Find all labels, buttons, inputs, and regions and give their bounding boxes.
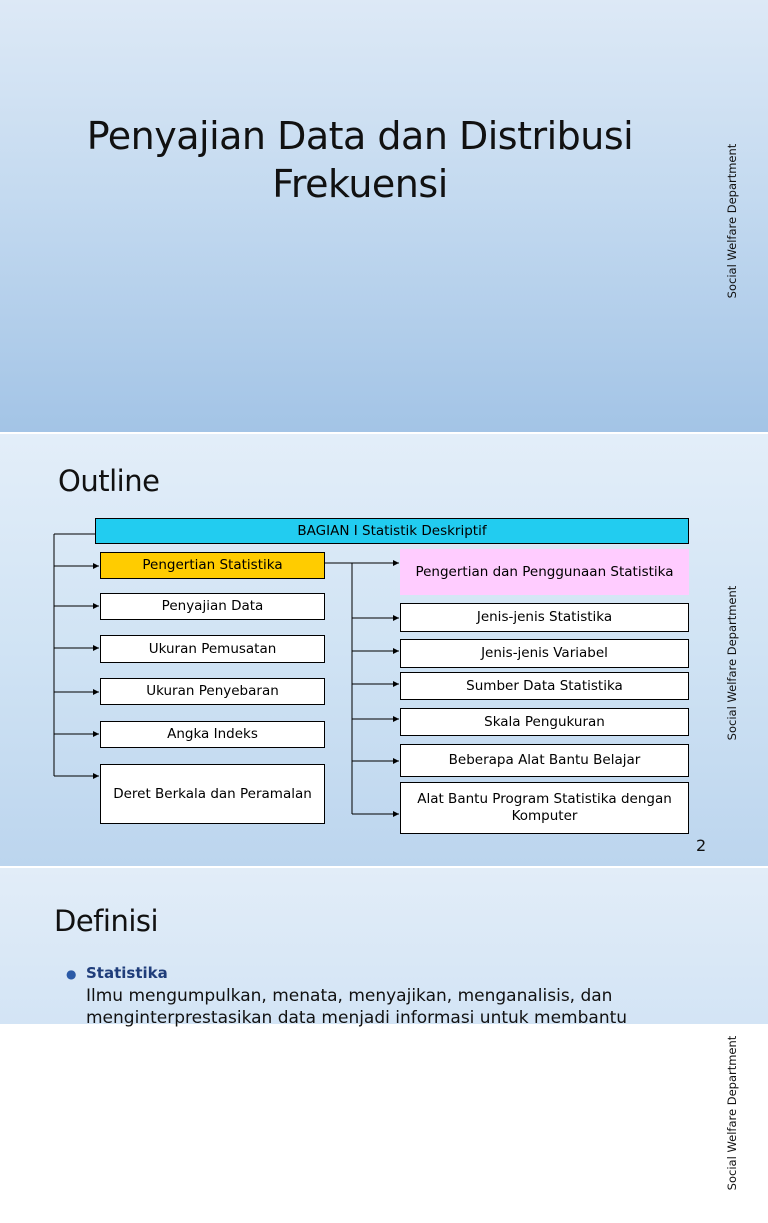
right-arrows xyxy=(352,563,399,814)
department-label: Social Welfare Department xyxy=(725,585,739,741)
outline-subitem-alat-bantu-belajar: Beberapa Alat Bantu Belajar xyxy=(400,744,689,777)
outline-item-deret-berkala: Deret Berkala dan Peramalan xyxy=(100,764,325,824)
definition-text-line-1: Ilmu mengumpulkan, menata, menyajikan, menganalisis, dan xyxy=(86,986,613,1006)
definition-list xyxy=(66,962,666,1029)
outline-subitem-jenis-statistika: Jenis-jenis Statistika xyxy=(400,603,689,632)
outline-item-ukuran-penyebaran: Ukuran Penyebaran xyxy=(100,678,325,705)
right-bracket xyxy=(325,563,352,814)
outline-slide xyxy=(0,434,768,866)
slide-title xyxy=(40,112,680,208)
outline-item-penyajian-data: Penyajian Data xyxy=(100,593,325,620)
outline-item-pengertian-statistika: Pengertian Statistika xyxy=(100,552,325,579)
slide-title-line-2: Frekuensi xyxy=(272,162,448,206)
page-number: 2 xyxy=(696,836,707,855)
department-label: Social Welfare Department xyxy=(725,1035,739,1191)
definition-heading: Definisi xyxy=(54,904,159,938)
outline-subitem-pengertian-penggunaan: Pengertian dan Penggunaan Statistika xyxy=(400,549,689,595)
outline-header-box: BAGIAN I Statistik Deskriptif xyxy=(95,518,689,544)
definition-term: Statistika xyxy=(86,964,168,982)
outline-subitem-sumber-data: Sumber Data Statistika xyxy=(400,672,689,700)
slide-title-line-1: Penyajian Data dan Distribusi xyxy=(86,114,634,158)
left-arrows xyxy=(54,566,99,776)
outline-item-ukuran-pemusatan: Ukuran Pemusatan xyxy=(100,635,325,663)
outline-subitem-skala-pengukuran: Skala Pengukuran xyxy=(400,708,689,736)
definition-text-line-2: menginterprestasikan data menjadi informasi untuk membantu xyxy=(86,1008,628,1028)
title-slide xyxy=(0,0,768,432)
outline-item-angka-indeks: Angka Indeks xyxy=(100,721,325,748)
definition-slide xyxy=(0,868,768,1191)
bullet-icon: ● xyxy=(66,967,77,981)
list-item xyxy=(66,962,666,985)
outline-subitem-jenis-variabel: Jenis-jenis Variabel xyxy=(400,639,689,668)
left-bracket xyxy=(54,534,95,776)
outline-heading: Outline xyxy=(58,464,160,498)
department-label: Social Welfare Department xyxy=(725,143,739,299)
outline-subitem-alat-bantu-program: Alat Bantu Program Statistika dengan Komputer xyxy=(400,782,689,834)
